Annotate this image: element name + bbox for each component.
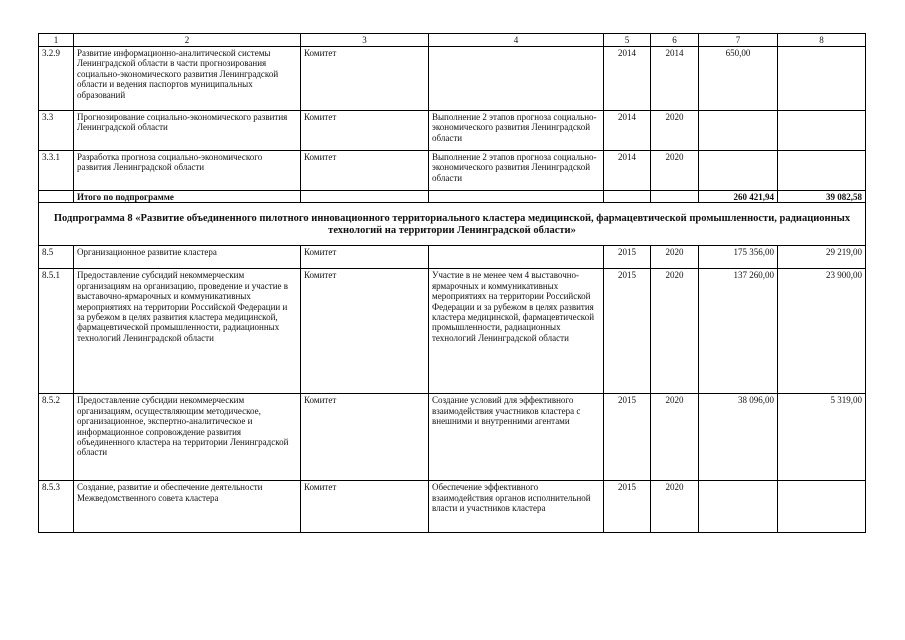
item-executor: Комитет (301, 481, 429, 533)
item-executor: Комитет (301, 269, 429, 394)
item-start-year: 2015 (604, 394, 651, 481)
column-number: 4 (429, 34, 604, 47)
item-end-year: 2020 (651, 394, 699, 481)
table-row (39, 47, 866, 111)
item-total (699, 111, 778, 151)
column-number: 8 (778, 34, 866, 47)
item-result: Создание условий для эффективного взаимодействия участников кластера с внешними и внутренними агентами (429, 394, 604, 481)
item-name: Предоставление субсидий некоммерческим организациям на организацию, проведение и участие в выставочно-ярмарочных и коммуникативных мероприятиях на территории Российской Федерации и за рубежом в целях развития кластера медицинской, фармацевтической промышленности, радиационных технологий Ленинградской области (74, 269, 301, 394)
table-row (39, 269, 866, 394)
item-executor: Комитет (301, 246, 429, 269)
item-executor: Комитет (301, 394, 429, 481)
item-executor: Комитет (301, 151, 429, 191)
column-number: 6 (651, 34, 699, 47)
table-row (39, 481, 866, 533)
item-result (429, 246, 604, 269)
program-table (38, 33, 866, 533)
item-code: 3.3.1 (39, 151, 74, 191)
item-code: 8.5 (39, 246, 74, 269)
column-number: 3 (301, 34, 429, 47)
subtotal-empty (604, 191, 651, 203)
item-start-year: 2014 (604, 47, 651, 111)
item-total: 650,00 (699, 47, 778, 111)
column-number: 2 (74, 34, 301, 47)
table-row (39, 151, 866, 191)
column-number: 5 (604, 34, 651, 47)
item-result: Участие в не менее чем 4 выставочно-ярмарочных и коммуникативных мероприятиях на территории Российской Федерации и за рубежом в целях развития кластера медицинской, фармацевтической промышленности, радиационных технологий Ленинградской области (429, 269, 604, 394)
item-result: Выполнение 2 этапов прогноза социально-экономического развития Ленинградской области (429, 151, 604, 191)
column-number-row (39, 34, 866, 47)
item-total: 137 260,00 (699, 269, 778, 394)
item-code: 3.2.9 (39, 47, 74, 111)
item-code: 8.5.2 (39, 394, 74, 481)
item-executor: Комитет (301, 47, 429, 111)
item-col8 (778, 481, 866, 533)
column-number: 1 (39, 34, 74, 47)
table-row (39, 394, 866, 481)
item-name: Разработка прогноза социально-экономического развития Ленинградской области (74, 151, 301, 191)
item-end-year: 2020 (651, 269, 699, 394)
subtotal-empty (651, 191, 699, 203)
item-name: Предоставление субсидии некоммерческим организациям, осуществляющим методическое, организационное, экспертно-аналитическое и информационное сопровождение развития объединенного кластера на территории Ленинградской области (74, 394, 301, 481)
item-end-year: 2020 (651, 111, 699, 151)
table-row (39, 111, 866, 151)
item-result: Обеспечение эффективного взаимодействия органов исполнительной власти и участников кластера (429, 481, 604, 533)
item-name: Создание, развитие и обеспечение деятельности Межведомственного совета кластера (74, 481, 301, 533)
item-total (699, 151, 778, 191)
item-col8: 23 900,00 (778, 269, 866, 394)
item-total (699, 481, 778, 533)
subprogram-title: Подпрограмма 8 «Развитие объединенного пилотного инновационного территориального кластера медицинской, фармацевтической промышленности, радиационных технологий на территории Ленинградской области» (39, 203, 866, 246)
subprogram-heading-row (39, 203, 866, 246)
item-end-year: 2020 (651, 246, 699, 269)
item-code: 8.5.1 (39, 269, 74, 394)
item-name: Организационное развитие кластера (74, 246, 301, 269)
item-start-year: 2014 (604, 151, 651, 191)
item-code: 8.5.3 (39, 481, 74, 533)
item-start-year: 2015 (604, 269, 651, 394)
item-col8 (778, 111, 866, 151)
item-total: 175 356,00 (699, 246, 778, 269)
item-start-year: 2015 (604, 246, 651, 269)
item-total: 38 096,00 (699, 394, 778, 481)
item-code: 3.3 (39, 111, 74, 151)
subtotal-label: Итого по подпрограмме (74, 191, 301, 203)
item-name: Развитие информационно-аналитической системы Ленинградской области в части прогнозирования социально-экономического развития Ленинградской области и ведения паспортов муниципальных образований (74, 47, 301, 111)
item-start-year: 2014 (604, 111, 651, 151)
subtotal-row (39, 191, 866, 203)
subtotal-col8: 39 082,58 (778, 191, 866, 203)
item-result: Выполнение 2 этапов прогноза социально-экономического развития Ленинградской области (429, 111, 604, 151)
item-result (429, 47, 604, 111)
subtotal-empty (429, 191, 604, 203)
subtotal-empty (301, 191, 429, 203)
subtotal-code (39, 191, 74, 203)
subtotal-total: 260 421,94 (699, 191, 778, 203)
item-col8 (778, 151, 866, 191)
column-number: 7 (699, 34, 778, 47)
table-row (39, 246, 866, 269)
item-end-year: 2014 (651, 47, 699, 111)
item-start-year: 2015 (604, 481, 651, 533)
item-col8 (778, 47, 866, 111)
item-col8: 5 319,00 (778, 394, 866, 481)
item-executor: Комитет (301, 111, 429, 151)
item-col8: 29 219,00 (778, 246, 866, 269)
item-name: Прогнозирование социально-экономического развития Ленинградской области (74, 111, 301, 151)
item-end-year: 2020 (651, 481, 699, 533)
item-end-year: 2020 (651, 151, 699, 191)
